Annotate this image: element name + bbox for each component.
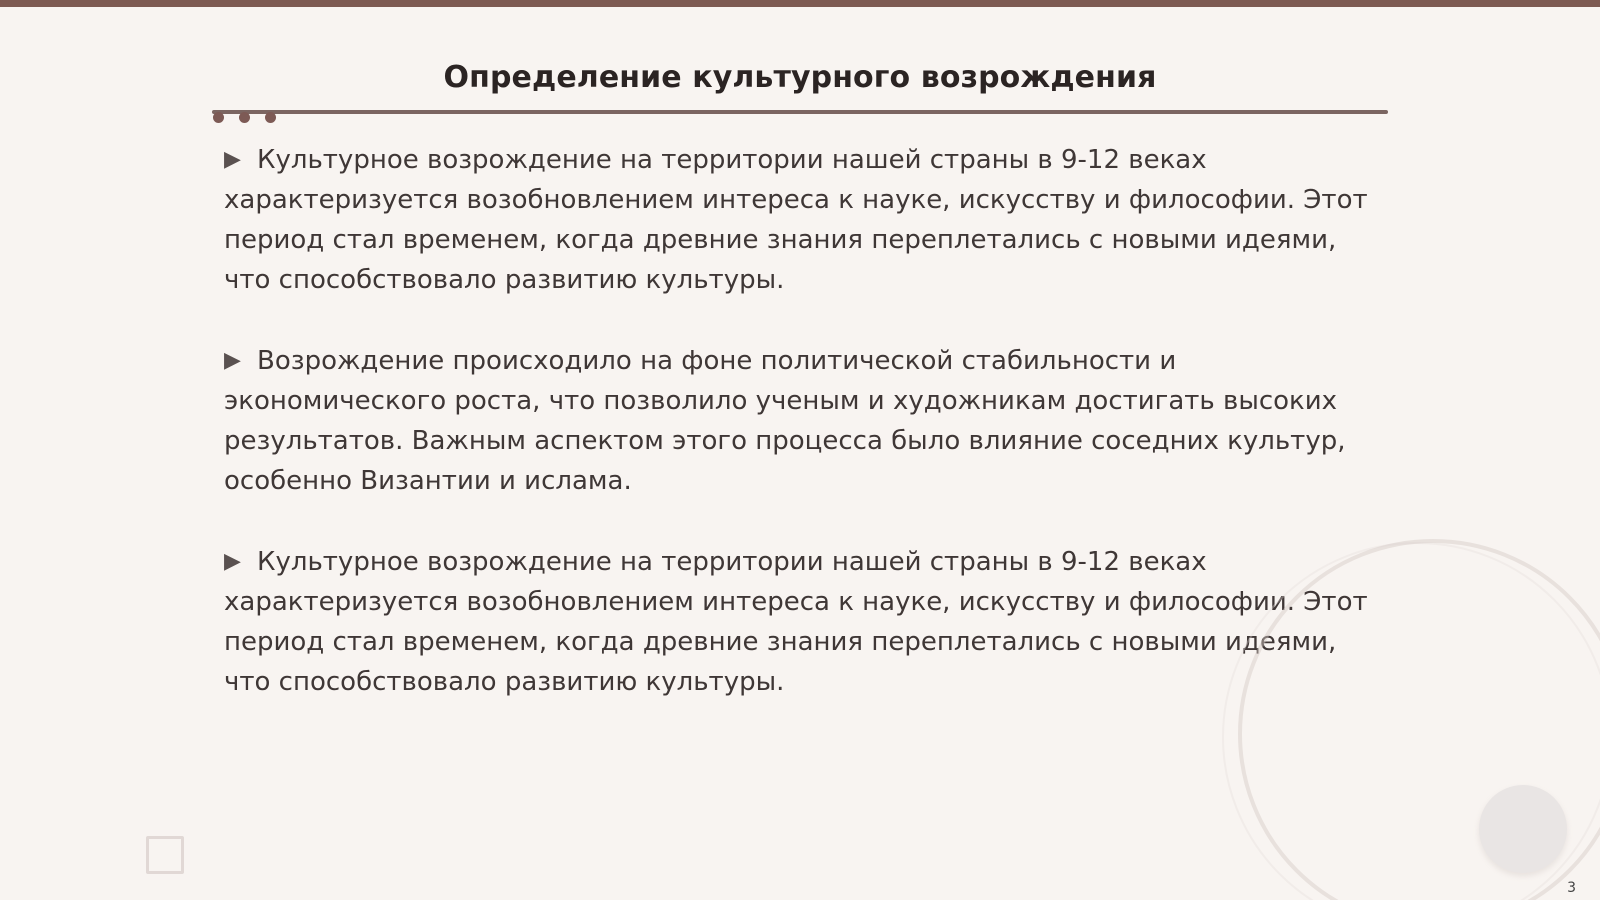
bullet-text-3: Культурное возрождение на территории нашей страны в 9-12 веках характеризуется возобновлением интереса к науке, искусству и философии. Этот период стал временем, когда древние знания переплетались с новыми идеями, что способствовало развитию культуры. <box>224 547 1368 697</box>
bullet-item-1 <box>224 140 1374 300</box>
bullet-list <box>224 140 1374 743</box>
bullet-item-2 <box>224 341 1374 501</box>
decorative-square-outline <box>146 836 184 874</box>
bullet-text-1: Культурное возрождение на территории нашей страны в 9-12 веках характеризуется возобновлением интереса к науке, искусству и философии. Этот период стал временем, когда древние знания переплетались с новыми идеями, что способствовало развитию культуры. <box>224 145 1368 295</box>
decorative-circle <box>1479 785 1567 873</box>
bullet-item-3 <box>224 542 1374 702</box>
title-underline <box>212 110 1388 114</box>
title-dot-1 <box>213 112 224 123</box>
bullet-text-2: Возрождение происходило на фоне политической стабильности и экономического роста, что позволило ученым и художникам достигать высоких результатов. Важным аспектом этого процесса было влияние соседних культур, особенно Византии и ислама. <box>224 346 1346 496</box>
bullet-triangle-icon: ▶ <box>224 348 241 373</box>
title-dot-3 <box>265 112 276 123</box>
top-accent-bar <box>0 0 1600 7</box>
bullet-triangle-icon: ▶ <box>224 549 241 574</box>
title-dot-2 <box>239 112 250 123</box>
slide-title: Определение культурного возрождения <box>443 60 1157 95</box>
bullet-triangle-icon: ▶ <box>224 147 241 172</box>
page-number: 3 <box>1567 880 1576 896</box>
